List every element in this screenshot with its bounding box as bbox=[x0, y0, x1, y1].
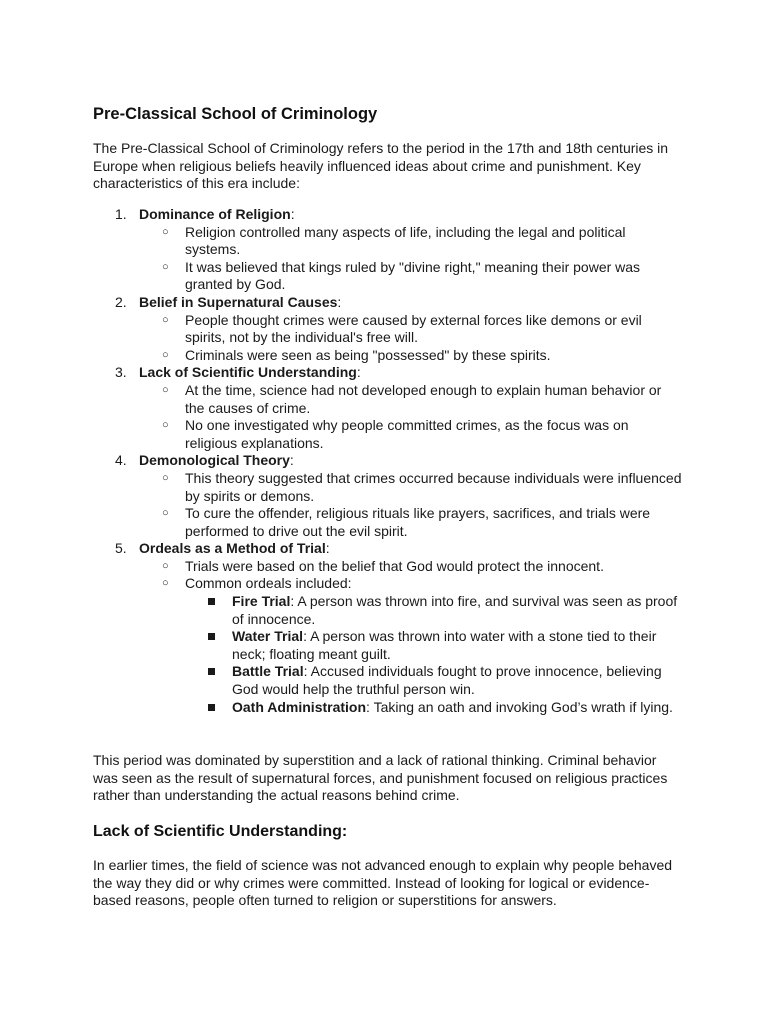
ordeal-item bbox=[93, 628, 683, 663]
circle-bullet-icon: ○ bbox=[162, 313, 169, 326]
list-item bbox=[93, 294, 683, 312]
list-number: 3. bbox=[115, 364, 127, 381]
list-number: 1. bbox=[115, 206, 127, 222]
bullet-text: It was believed that kings ruled by "divine right," meaning their power was granted by God. bbox=[185, 258, 641, 293]
section-heading: Lack of Scientific Understanding: bbox=[93, 823, 348, 840]
circle-bullet-icon: ○ bbox=[162, 348, 169, 361]
list-number: 2. bbox=[115, 293, 127, 310]
sub-bullet bbox=[93, 470, 683, 505]
bullet-text: Religion controlled many aspects of life, including the legal and political systems. bbox=[185, 223, 626, 258]
section-paragraph: In earlier times, the field of science was not advanced enough to explain why people behaved the way they did or why crimes were committed. Instead of looking for logical or evidence-based reasons, people often turned to religion or superstitions for answers. bbox=[93, 857, 673, 909]
circle-bullet-icon: ○ bbox=[162, 419, 169, 432]
ordeal-description: : Taking an oath and invoking God’s wrath if lying. bbox=[366, 698, 673, 715]
item-heading: Lack of Scientific Understanding bbox=[139, 364, 357, 381]
circle-bullet-icon: ○ bbox=[162, 577, 169, 590]
list-item bbox=[93, 364, 683, 382]
square-bullet-icon bbox=[208, 668, 215, 675]
sub-bullet bbox=[93, 575, 683, 593]
ordeal-description: : Accused individuals fought to prove innocence, believing God would help the truthful person win. bbox=[232, 663, 662, 698]
sub-bullet bbox=[93, 505, 683, 540]
ordeal-term: Water Trial bbox=[232, 628, 304, 645]
sub-bullet bbox=[93, 347, 683, 365]
circle-bullet-icon: ○ bbox=[162, 507, 169, 520]
sub-bullet bbox=[93, 259, 683, 294]
list-item bbox=[93, 452, 683, 470]
list-number: 4. bbox=[115, 452, 127, 469]
circle-bullet-icon: ○ bbox=[162, 260, 169, 273]
bullet-text: Common ordeals included: bbox=[185, 575, 352, 592]
sub-bullet bbox=[93, 312, 683, 347]
bullet-text: To cure the offender, religious rituals like prayers, sacrifices, and trials were performed to drive out the evil spirit. bbox=[185, 505, 651, 539]
item-heading: Ordeals as a Method of Trial bbox=[139, 540, 326, 557]
bullet-text: Criminals were seen as being "possessed" by these spirits. bbox=[185, 346, 551, 363]
colon: : bbox=[337, 293, 342, 310]
ordeal-description: : A person was thrown into fire, and survival was seen as proof of innocence. bbox=[232, 593, 678, 627]
ordeal-item bbox=[93, 593, 683, 628]
item-heading: Demonological Theory bbox=[139, 452, 290, 469]
sub-bullet bbox=[93, 224, 683, 259]
circle-bullet-icon: ○ bbox=[162, 383, 169, 396]
characteristics-list bbox=[93, 206, 683, 716]
ordeal-term: Fire Trial bbox=[232, 593, 291, 610]
intro-paragraph: The Pre-Classical School of Criminology refers to the period in the 17th and 18th centuries in Europe when religious beliefs heavily influenced ideas about crime and punishment. Key characteristics of this era include: bbox=[93, 140, 669, 192]
bullet-text: People thought crimes were caused by external forces like demons or evil spirits, not by the individual's free will. bbox=[185, 311, 642, 346]
bullet-text: At the time, science had not developed enough to explain human behavior or the causes of crime. bbox=[185, 381, 662, 416]
item-heading: Belief in Supernatural Causes bbox=[139, 293, 338, 310]
colon: : bbox=[325, 540, 330, 557]
bullet-text: This theory suggested that crimes occurred because individuals were influenced by spirits or demons. bbox=[185, 469, 682, 504]
list-item bbox=[93, 206, 683, 224]
circle-bullet-icon: ○ bbox=[162, 225, 169, 238]
circle-bullet-icon: ○ bbox=[162, 559, 169, 572]
ordeal-item bbox=[93, 663, 683, 698]
bullet-text: Trials were based on the belief that God would protect the innocent. bbox=[185, 557, 604, 574]
list-item bbox=[93, 540, 683, 558]
colon: : bbox=[356, 364, 361, 381]
colon: : bbox=[289, 452, 294, 469]
ordeal-item bbox=[93, 699, 683, 717]
ordeal-description: : A person was thrown into water with a stone tied to their neck; floating meant guilt. bbox=[232, 628, 657, 662]
bullet-text: No one investigated why people committed crimes, as the focus was on religious explanations. bbox=[185, 417, 629, 451]
page-title: Pre-Classical School of Criminology bbox=[93, 105, 378, 123]
sub-bullet bbox=[93, 558, 683, 576]
item-heading: Dominance of Religion bbox=[139, 206, 291, 222]
summary-paragraph: This period was dominated by superstition and a lack of rational thinking. Criminal behavior was seen as the result of supernatural forces, and punishment focused on religious practices rather than understanding the actual reasons behind crime. bbox=[93, 752, 668, 804]
square-bullet-icon bbox=[208, 598, 215, 605]
sub-bullet bbox=[93, 382, 683, 417]
square-bullet-icon bbox=[208, 633, 215, 640]
ordeal-term: Oath Administration bbox=[232, 698, 367, 715]
square-bullet-icon bbox=[208, 704, 215, 711]
sub-bullet bbox=[93, 417, 683, 452]
ordeal-term: Battle Trial bbox=[232, 663, 304, 680]
colon: : bbox=[290, 206, 295, 222]
list-number: 5. bbox=[115, 540, 127, 557]
circle-bullet-icon: ○ bbox=[162, 471, 169, 484]
